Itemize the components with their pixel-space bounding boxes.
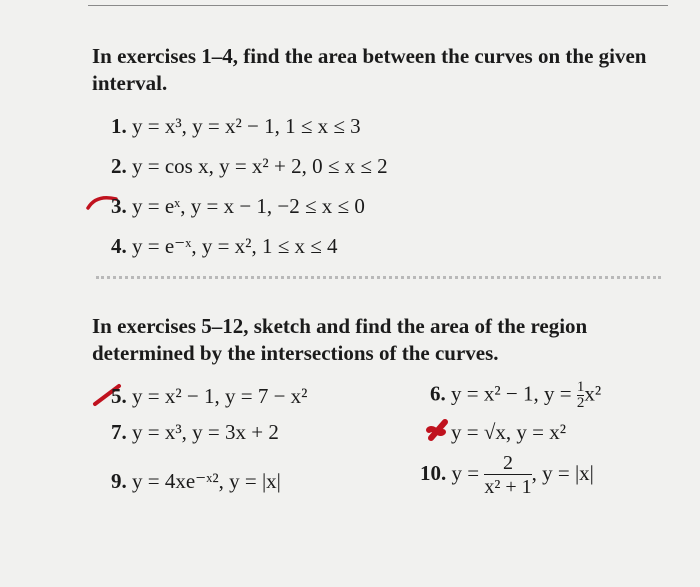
section-divider [96,276,661,279]
exercise-text: y = √x, y = x² [451,420,567,444]
fraction-numerator: 2 [502,452,513,474]
top-rule [88,5,668,6]
exercise-number: 4. [111,234,127,258]
exercise-text: y = e⁻ˣ, y = x², 1 ≤ x ≤ 4 [132,234,338,258]
exercise-text: y = 4xe⁻ˣ², y = |x| [132,469,281,493]
exercise-number: 9. [111,469,127,493]
exercise-8 [430,419,566,445]
exercise-3 [111,193,365,219]
exercise-number: 7. [111,420,127,444]
exercise-number: 1. [111,114,127,138]
fraction-denominator: x² + 1 [484,476,532,498]
exercise-text: y = x³, y = 3x + 2 [132,420,279,444]
exercise-number: 2. [111,154,127,178]
exercise-tail: , y = |x| [531,460,594,485]
exercise-tail: x² [584,381,602,406]
exercise-1 [111,113,361,139]
exercise-5 [111,383,307,409]
exercise-10 [420,452,594,498]
exercise-6 [430,380,601,411]
exercise-text: y = x³, y = x² − 1, 1 ≤ x ≤ 3 [132,114,361,138]
exercise-text: y = cos x, y = x² + 2, 0 ≤ x ≤ 2 [132,154,388,178]
fraction-denominator: 2 [576,395,585,411]
exercise-number: 3. [111,194,127,218]
exercise-number: 6. [430,381,446,406]
exercise-number: 5. [111,384,127,408]
fraction [484,452,531,498]
exercise-9 [111,468,281,494]
exercise-4 [111,233,338,259]
section1-heading: In exercises 1–4, find the area between the curves on the given interval. [92,44,647,95]
section2-heading: In exercises 5–12, sketch and find the area of the region determined by the intersections of the curves. [92,314,588,365]
exercise-2 [111,153,388,179]
exercise-number: 10. [420,460,447,485]
exercise-text: y = x² − 1, y = [451,381,577,406]
exercise-text: y = eˣ, y = x − 1, −2 ≤ x ≤ 0 [132,194,365,218]
exercise-text: y = x² − 1, y = 7 − x² [132,384,308,408]
exercise-7 [111,419,279,445]
exercise-text: y = [451,460,485,485]
fraction-numerator: 1 [576,379,585,395]
